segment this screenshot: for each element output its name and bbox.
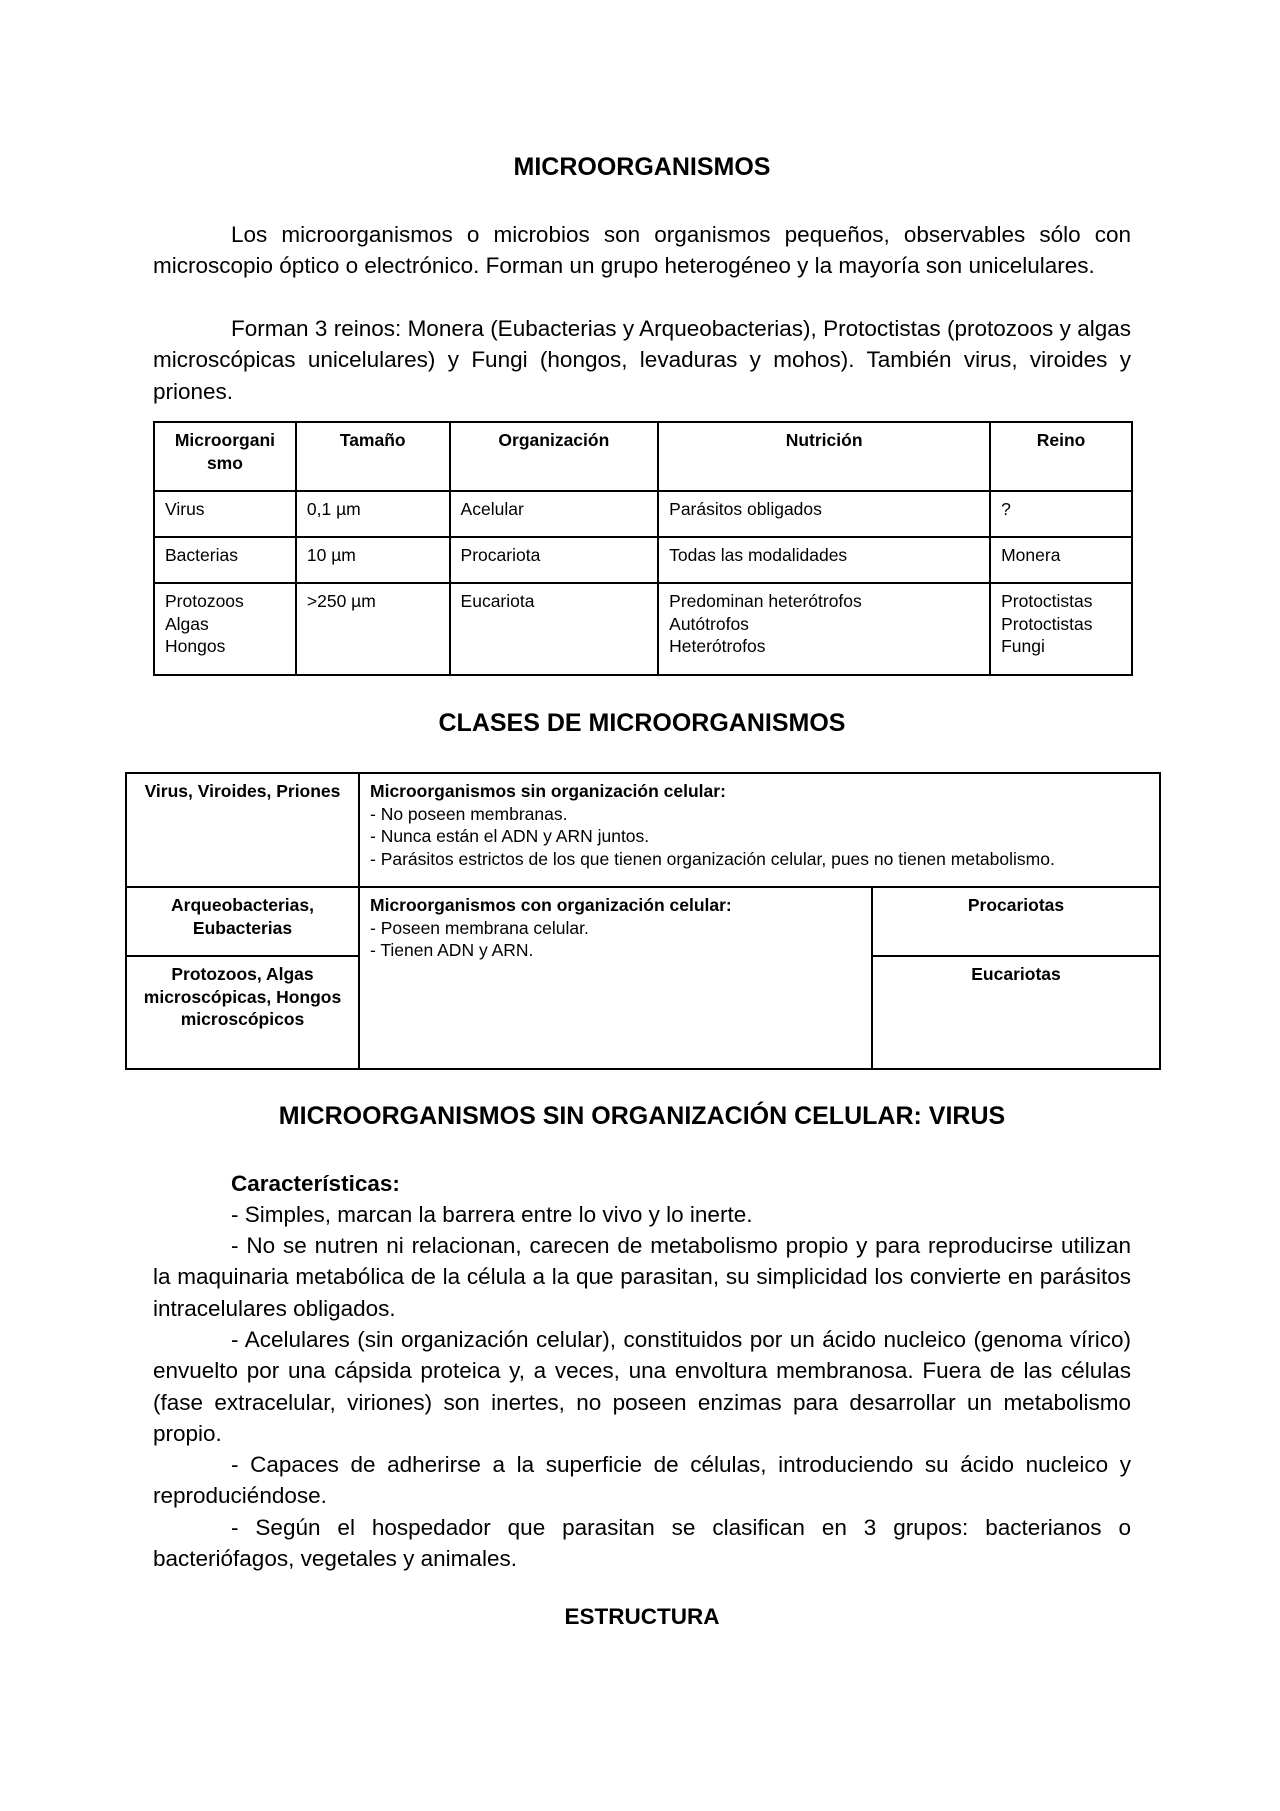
class-line: - Tienen ADN y ARN. [370,940,534,960]
cell-org: Eucariota [450,583,659,675]
cell-nutr: Todas las modalidades [658,537,990,583]
class-line: - Poseen membrana celular. [370,917,589,938]
class-line: - Nunca están el ADN y ARN juntos. [370,826,650,846]
class-label-virus: Virus, Viroides, Priones [126,773,359,887]
cell-line: Protoctistas [1001,591,1093,611]
table-row [126,887,1160,956]
class-line: - Parásitos estrictos de los que tienen organización celular, pues no tienen metabolismo. [370,848,1055,869]
class-heading: Microorganismos sin organización celular: [370,781,726,801]
section-title-clases: CLASES DE MICROORGANISMOS [438,709,846,737]
cell-size: 0,1 µm [296,491,450,537]
table-row [154,491,1132,537]
cell-line: Predominan heterótrofos [669,591,862,611]
header-reino: Reino [990,422,1132,491]
cell-reino: Monera [990,537,1132,583]
caracteristica-text: - Acelulares (sin organización celular), constituidos por un ácido nucleico (genoma vírico) envuelto por una cápsida proteica y, a veces, una envoltura membranosa. Fuera de las células (fase extracelular, viriones) son inertes, no poseen enzimas para desarrollar un metabolismo propio. [153,1327,1131,1446]
section-title-virus: MICROORGANISMOS SIN ORGANIZACIÓN CELULAR: VIRUS [278,1102,1006,1130]
table-row [126,773,1160,887]
cell-line: Protoctistas [1001,613,1093,634]
caracteristica-text: - Según el hospedador que parasitan se clasifican en 3 grupos: bacterianos o bacteriófagos, vegetales y animales. [153,1515,1131,1572]
caracteristica-item [153,1324,1131,1449]
cell-micro: Virus [154,491,296,537]
class-label-eucariotas: Protozoos, Algas microscópicas, Hongos microscópicos [126,956,359,1069]
caracteristicas-title [153,1168,1131,1199]
caracteristicas-heading: Características: [231,1171,400,1196]
cell-line: Algas [165,613,209,634]
cell-line: Hongos [165,636,226,656]
section-title-estructura: ESTRUCTURA [564,1604,720,1629]
intro-paragraph-2 [153,313,1131,407]
class-line: - No poseen membranas. [370,803,568,824]
caracteristica-text: - No se nutren ni relacionan, carecen de metabolismo propio y para reproducirse utilizan la maquinaria metabólica de la célula a la que parasitan, su simplicidad los convierte en parásitos intracelulares obligados. [153,1233,1131,1321]
cell-line: Autótrofos [669,613,749,634]
cell-org: Procariota [450,537,659,583]
caracteristica-item [153,1512,1131,1575]
clases-table [125,772,1161,1070]
caracteristica-text: - Capaces de adherirse a la superficie de células, introduciendo su ácido nucleico y reproduciéndose. [153,1452,1131,1509]
header-organizacion: Organización [450,422,659,491]
caracteristica-item [153,1199,1131,1230]
cell-size: 10 µm [296,537,450,583]
header-tamano: Tamaño [296,422,450,491]
table-row [154,537,1132,583]
class-type-procariotas: Procariotas [872,887,1160,956]
cell-micro: Bacterias [154,537,296,583]
class-heading: Microorganismos con organización celular: [370,895,732,915]
cell-micro [154,583,296,675]
cell-line: Heterótrofos [669,636,766,656]
cell-size: >250 µm [296,583,450,675]
microorganism-summary-table [153,421,1133,676]
cell-nutr: Parásitos obligados [658,491,990,537]
cell-org: Acelular [450,491,659,537]
intro-paragraph-1 [153,219,1131,282]
intro-text-2: Forman 3 reinos: Monera (Eubacterias y Arqueobacterias), Protoctistas (protozoos y algas microscópicas unicelulares) y Fungi (hongos, levaduras y mohos). También virus, viroides y priones. [153,316,1131,404]
class-type-eucariotas: Eucariotas [872,956,1160,1069]
class-label-bacterias: Arqueobacterias, Eubacterias [126,887,359,956]
intro-text-1: Los microorganismos o microbios son organismos pequeños, observables sólo con microscopio óptico o electrónico. Forman un grupo heterogéneo y la mayoría son unicelulares. [153,222,1131,279]
cell-line: Protozoos [165,591,244,611]
cell-reino [990,583,1132,675]
table-row [154,583,1132,675]
page-title: MICROORGANISMOS [513,153,771,181]
header-nutricion: Nutrición [658,422,990,491]
cell-nutr [658,583,990,675]
class-description-acelular [359,773,1160,887]
table-header-row [154,422,1132,491]
caracteristica-item [153,1449,1131,1512]
cell-line: Fungi [1001,636,1045,656]
caracteristica-item [153,1230,1131,1324]
cell-reino: ? [990,491,1132,537]
caracteristica-text: - Simples, marcan la barrera entre lo vivo y lo inerte. [231,1202,753,1227]
class-description-celular [359,887,872,1069]
header-microorganismo: Microorgani smo [154,422,296,491]
